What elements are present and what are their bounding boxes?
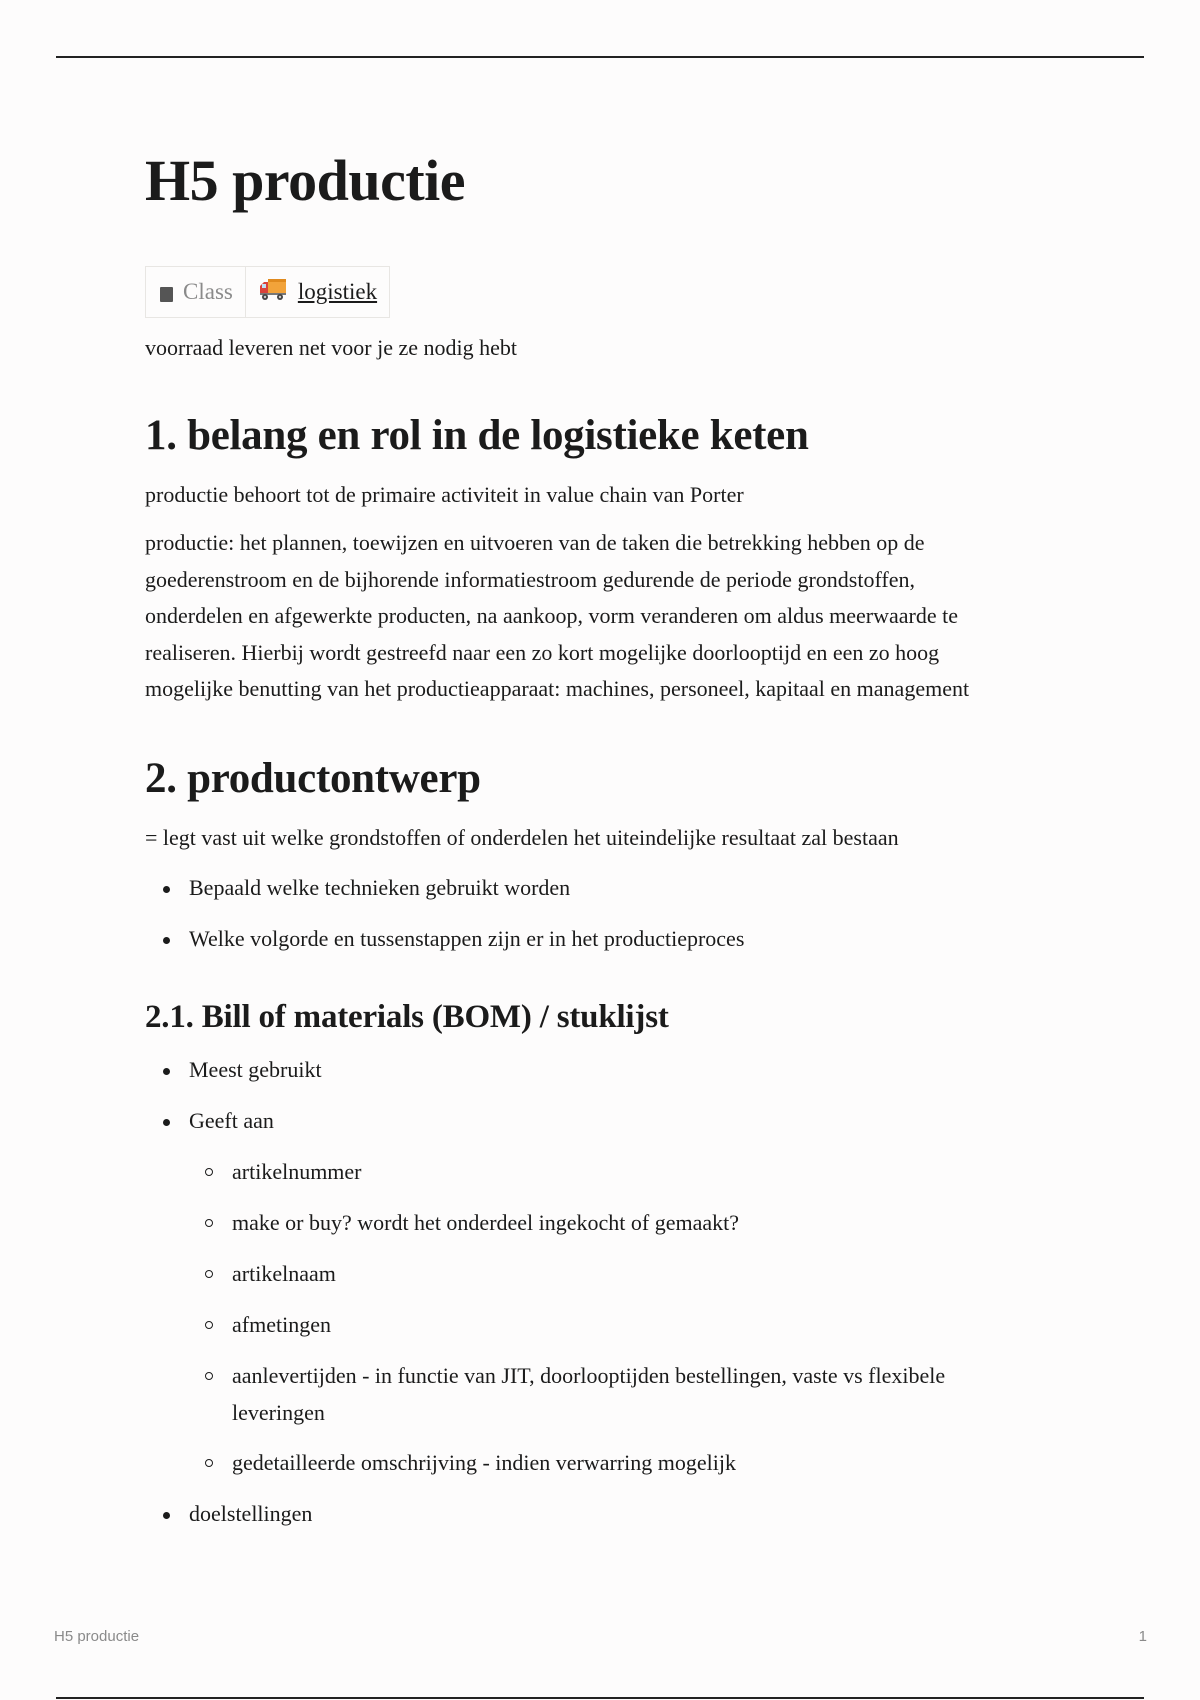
circle-bullet-icon <box>205 1219 213 1227</box>
paragraph-line: goederenstroom en de bijhorende informatiestroom gedurende de periode grondstoffen, <box>145 566 915 592</box>
sub-list-item: afmetingen <box>232 1307 1082 1344</box>
heading-belang-en-rol: 1. belang en rol in de logistieke keten <box>145 412 809 459</box>
page-number: 1 <box>1138 1628 1147 1645</box>
bullet-icon <box>163 886 170 893</box>
paragraph-line: mogelijke benutting van het productieapparaat: machines, personeel, kapitaal en management <box>145 676 970 701</box>
book-icon <box>160 287 173 302</box>
sub-list-item: make or buy? wordt het onderdeel ingekocht of gemaakt? <box>232 1205 1082 1242</box>
paragraph-line: productie: het plannen, toewijzen en uitvoeren van de taken die betrekking hebben op de <box>145 530 925 555</box>
paragraph-line: onderdelen en afgewerkte producten, na aankoop, vorm veranderen om aldus meerwaarde te <box>145 603 959 628</box>
sub-list-item: artikelnummer <box>232 1154 1082 1191</box>
list-item: doelstellingen <box>189 1496 1069 1533</box>
circle-bullet-icon <box>205 1372 213 1380</box>
bullet-icon <box>163 1119 170 1126</box>
logistiek-link[interactable]: logistiek <box>297 279 378 304</box>
property-key <box>146 267 246 317</box>
property-row <box>145 266 390 318</box>
intro-text: voorraad leveren net voor je ze nodig hebt <box>145 335 518 360</box>
property-value[interactable] <box>246 267 389 317</box>
list-item: Meest gebruikt <box>189 1052 1069 1089</box>
bullet-icon <box>163 937 170 944</box>
property-key-label: Class <box>183 279 233 304</box>
circle-bullet-icon <box>205 1270 213 1278</box>
page-title: H5 productie <box>145 148 465 213</box>
list-item: Bepaald welke technieken gebruikt worden <box>189 870 1069 907</box>
sub-list-item: aanlevertijden - in functie van JIT, doorlooptijden bestellingen, vaste vs flexibele leveringen <box>232 1358 1082 1431</box>
heading-productontwerp: 2. productontwerp <box>145 755 481 802</box>
list-item: Welke volgorde en tussenstappen zijn er in het productieproces <box>189 921 1069 958</box>
circle-bullet-icon <box>205 1168 213 1176</box>
bullet-icon <box>163 1512 170 1519</box>
section1-paragraph-1: productie behoort tot de primaire activiteit in value chain van Porter <box>145 482 744 507</box>
top-rule <box>56 56 1144 58</box>
sub-list-item: artikelnaam <box>232 1256 1082 1293</box>
sub-list-item: gedetailleerde omschrijving - indien verwarring mogelijk <box>232 1445 1082 1482</box>
truck-icon <box>258 276 288 308</box>
circle-bullet-icon <box>205 1321 213 1329</box>
heading-bill-of-materials: 2.1. Bill of materials (BOM) / stuklijst <box>145 999 669 1035</box>
section1-paragraph-2 <box>145 525 1075 708</box>
bottom-rule <box>56 1697 1144 1699</box>
paragraph-line: realiseren. Hierbij wordt gestreefd naar een zo kort mogelijke doorlooptijd en een zo hoog <box>145 639 940 665</box>
circle-bullet-icon <box>205 1459 213 1467</box>
list-item: Geeft aan <box>189 1103 1069 1140</box>
bullet-icon <box>163 1068 170 1075</box>
footer-title: H5 productie <box>54 1628 140 1645</box>
section2-paragraph: = legt vast uit welke grondstoffen of onderdelen het uiteindelijke resultaat zal bestaan <box>145 825 899 850</box>
